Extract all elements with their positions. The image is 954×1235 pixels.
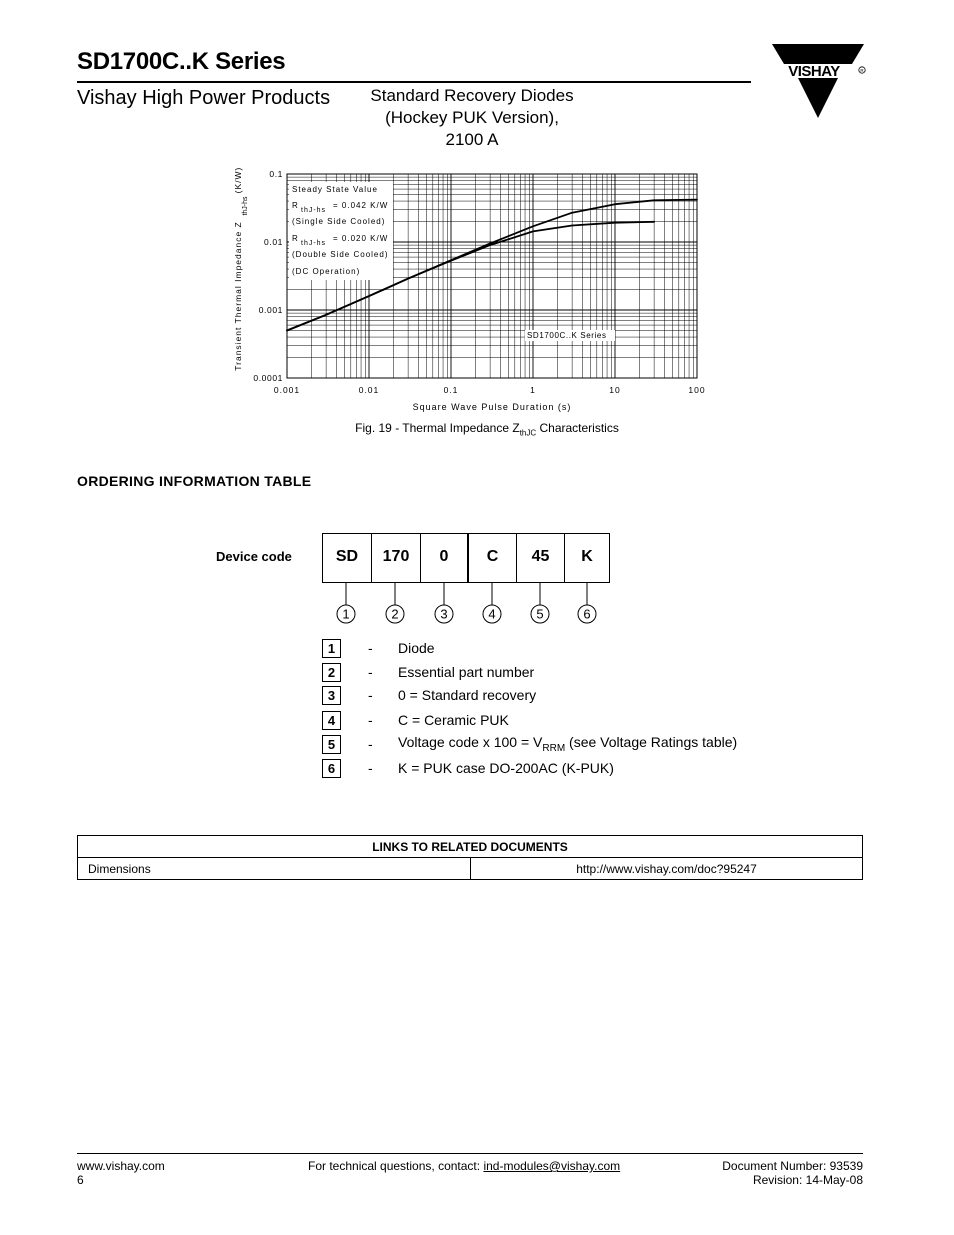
footer-revision: Revision: 14-May-08 [752,1173,863,1187]
logo-top-bar [772,44,864,64]
code-part-6: K [581,548,593,565]
connector-num-1: 1 [342,606,350,622]
footer-contact-email[interactable]: ind-modules@vishay.com [483,1159,621,1173]
annotation-single-side: (Single Side Cooled) [292,217,386,226]
vishay-logo [768,42,868,122]
annotation-r-double-sub: thJ-hs [301,240,327,247]
series-title: SD1700C..K Series [77,48,286,75]
brand-line: Vishay High Power Products [77,87,331,109]
footer-doc-number: Document Number: 93539 [722,1159,863,1173]
device-code-box [322,533,610,583]
legend-num-4: 4 [322,711,341,730]
annotation-background [289,182,393,280]
legend-row-6 [322,758,614,778]
caption-sub: thJC [519,428,537,438]
legend-text-5-main: Voltage code x 100 = V [398,734,543,751]
x-tick-label: 0.1 [443,385,459,395]
logo-triangle [798,78,838,118]
legend-text-5-sub: RRM [542,742,566,754]
caption-prefix: Fig. 19 - Thermal Impedance Z [355,421,520,435]
annotation-double-side: (Double Side Cooled) [292,250,389,259]
connector-num-4: 4 [488,606,496,622]
x-tick-label: 0.01 [358,385,380,395]
y-axis-label: Transient Thermal Impedance Z [233,221,243,371]
legend-dash: - [368,687,373,703]
annotation-r-single-sub: thJ-hs [301,207,327,214]
code-part-2: 170 [372,534,421,582]
footer-right [600,1159,863,1187]
legend-row-4 [322,710,509,730]
connector-num-5: 5 [536,606,544,622]
footer-rule [77,1153,863,1154]
links-heading: LINKS TO RELATED DOCUMENTS [78,836,863,858]
y-tick-label: 0.1 [269,169,283,179]
legend-text-5-tail: (see Voltage Ratings table) [565,734,738,751]
connector-num-2: 2 [391,606,399,622]
series-label: SD1700C..K Series [527,331,607,340]
product-desc-line-1: Standard Recovery Diodes [370,86,574,105]
y-axis-label-sub: thJ-hs [242,196,249,216]
legend-num-3: 3 [322,686,341,705]
y-tick-label: 0.0001 [253,373,283,383]
x-tick-label: 100 [688,385,706,395]
legend-num-2: 2 [322,663,341,682]
legend-dash: - [368,664,373,680]
product-description [356,85,588,151]
legend-num-6: 6 [322,759,341,778]
legend-dash: - [368,760,373,776]
legend-text-5 [398,734,737,754]
x-tick-label: 0.001 [273,385,301,395]
x-tick-label: 1 [530,385,536,395]
table-row [78,858,863,880]
footer-contact [308,1159,620,1173]
legend-dash: - [368,640,373,656]
legend-text-6: K = PUK case DO-200AC (K-PUK) [398,760,614,776]
legend-num-1: 1 [322,639,341,658]
annotation-dc-operation: (DC Operation) [292,267,361,276]
code-part-3: 0 [421,534,469,582]
thermal-impedance-chart [225,162,725,420]
y-axis-label-unit: (K/W) [233,166,243,194]
logo-text: VISHAY [788,63,840,80]
footer-contact-prefix: For technical questions, contact: [308,1159,484,1173]
link-name: Dimensions [78,858,471,880]
code-part-5: 45 [517,534,565,582]
code-part-4: C [469,534,517,582]
product-desc-line-3: 2100 A [445,130,499,149]
y-tick-label: 0.01 [264,237,283,247]
registered-mark-letter: R [860,68,864,73]
header-rule [77,81,751,83]
x-tick-label: 10 [609,385,621,395]
connector-num-6: 6 [583,606,591,622]
legend-text-1: Diode [398,640,435,656]
legend-row-5 [322,734,737,754]
product-desc-line-2: (Hockey PUK Version), [385,108,559,127]
legend-text-4: C = Ceramic PUK [398,712,509,728]
code-connectors [322,583,622,631]
annotation-r-double: R [292,234,299,243]
links-header-row [78,836,863,858]
legend-row-3 [322,685,536,705]
figure-caption [0,421,954,437]
annotation-r-single-value: = 0.042 K/W [333,201,389,210]
ordering-heading: ORDERING INFORMATION TABLE [77,473,312,489]
legend-text-3: 0 = Standard recovery [398,687,537,703]
code-part-1: SD [323,534,372,582]
footer-left [77,1159,165,1187]
legend-text-2: Essential part number [398,664,535,680]
annotation-r-single: R [292,201,299,210]
x-axis-label: Square Wave Pulse Duration (s) [412,402,572,412]
connector-num-3: 3 [440,606,448,622]
annotation-steady-state: Steady State Value [292,185,378,194]
annotation-r-double-value: = 0.020 K/W [333,234,389,243]
links-table [77,835,863,880]
y-axis-label-group [233,167,249,371]
link-url[interactable]: http://www.vishay.com/doc?95247 [471,858,863,880]
footer-page-number: 6 [77,1173,84,1187]
legend-dash: - [368,712,373,728]
legend-row-1 [322,638,435,658]
device-code-label: Device code [216,549,292,564]
footer-website[interactable]: www.vishay.com [77,1159,165,1173]
y-tick-label: 0.001 [258,305,283,315]
legend-num-5: 5 [322,735,341,754]
legend-dash: - [368,736,373,752]
caption-suffix: Characteristics [536,421,619,435]
legend-row-2 [322,662,534,682]
